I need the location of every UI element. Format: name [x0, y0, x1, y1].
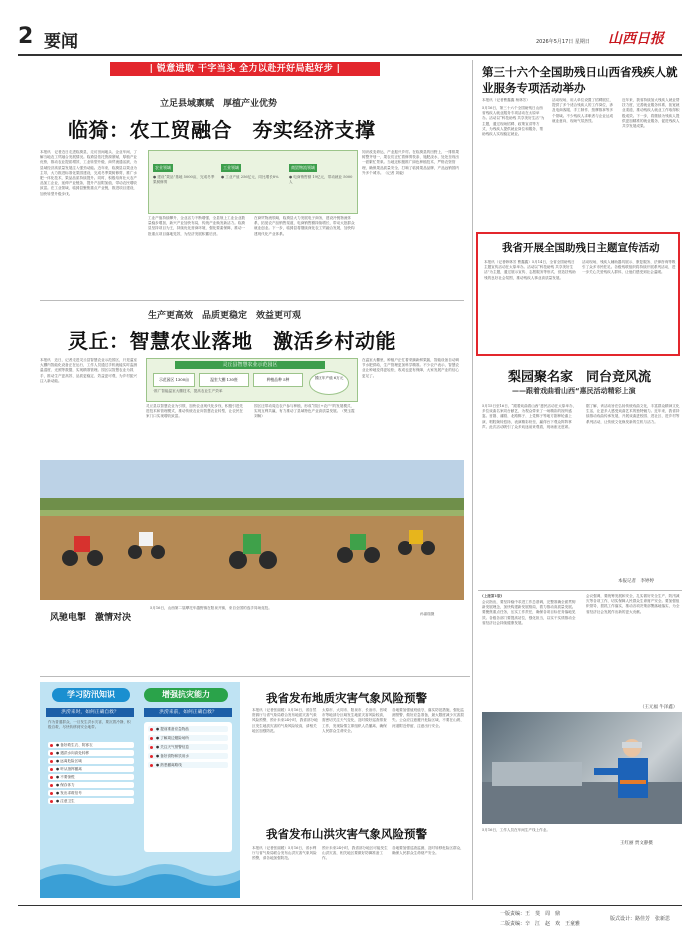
story1-infobox — [148, 150, 358, 214]
highlight-text-col1: 本报讯（记者韩林芳 曹鑫鑫）5月14日，全省全国助残日主题宣传活动在太原举办。活动以“科技助残 共享美好生活”为主题，通过展示宣传、志愿服务等形式，营造扶残助残的良好社会氛围，推动残疾人事业高质量发展。 — [484, 260, 576, 280]
story2-headline: 灵丘：智慧农业落地 激活乡村动能 — [68, 329, 396, 353]
right-top-text-col2: 活动现场，用人单位设置了招聘展位，提供了多个适合残疾人的工作岗位，涉及电商客服、手工制作、按摩推拿等多个领域。不少残疾人求职者与企业达成就业意向，现场气氛热烈。 — [552, 98, 614, 123]
panel-cell-greenhouse: 温室大棚 130座 — [199, 373, 249, 387]
motocross-illustration — [40, 460, 464, 600]
photo-credit: 孙嘉瑞摄 — [420, 612, 435, 616]
story1-subhead: 立足县域禀赋 厚植产业优势 — [160, 99, 278, 109]
info-item-agri: ● 建设“果品”基地 5000亩，完成冬季果树修剪 — [153, 175, 215, 185]
feature-text-col2: 据了解，该活动旨在弘扬传统戏曲文化，丰富群众精神文化生活，让更多人感受戏曲艺术的独特魅力。近年来，我省持续推动戏曲传承发展，开展戏曲进校园、进社区、进乡村等系列活动，让传统文化焕发新的生机与活力。 — [586, 404, 680, 424]
story2-panel — [146, 358, 358, 402]
flood-warning-byline: 本报讯（记者张丽媛） — [252, 846, 288, 850]
highlight-byline: 本报讯（记者韩林芳 曹鑫鑫） — [484, 260, 532, 264]
divider — [40, 676, 470, 677]
flood-warning-text-col1: 本报讯（记者张丽媛）5月16日，省水利厅与省气象局联合发布山洪灾害气象风险预警，请各地加强防范。 — [252, 846, 317, 861]
brief-credit: （王元福 牛泽鑫） — [640, 705, 678, 710]
flood-knowledge-panel — [40, 682, 240, 898]
newspaper-logo: 山西日报 — [608, 31, 664, 47]
right-top-text-col1: 5月16日，第三十六个全国助残日山西省残疾人就业服务专项活动在太原举办。活动以“科技助残 共享美好生活”为主题，通过现场招聘、政策宣讲等方式，为残疾人提供就业岗位和服务，帮助残疾人实现稳定就业。 — [482, 106, 545, 137]
story1-text-col1: 本报讯 记者近日走进临猗县，走访田间地头、企业车间，了解当地农工贸融合发展情况。临猗县依托资源禀赋，厚植产业优势，推动农业提质增效、工业转型升级、商贸流通活跃，为县域经济高质量发展注入强劲动能。近年来，临猗县以果业为主导，大力推进标准化果园建设，完成冬季果树修剪，推广水肥一体化技术，果品品质持续提升。同时，积极培育壮大农产品加工企业，延伸产业链条，提升产品附加值，带动农民增收致富。在工业领域，临猗县聚焦重点产业链，推进项目建设，加快转型升级步伐。 — [40, 150, 138, 196]
panel-footnote: ·推广智能温室大棚技术，提高农业生产效率 — [153, 389, 223, 393]
right-top-byline: 本报讯（记者曹鑫鑫 杨林芳） — [482, 98, 530, 102]
column-rule — [472, 60, 473, 900]
info-title-industry: 工业领域 — [223, 165, 239, 170]
footer-design: 版式设计：路佳芳 张新思 — [610, 916, 671, 922]
brief-text-col2: 会议强调，要统筹发展和安全，扎实做好安全生产、防汛减灾等各项工作，切实保障人民群众生命财产安全。要加强组织领导，狠抓工作落实，推动各项决策部署落地落实，为全省经济社会发展作出新的更大贡献。 — [586, 594, 680, 614]
knowledge-item: ● 遇洪水向高处转移 — [48, 750, 134, 756]
geo-warning-byline: 本报讯（记者张丽媛） — [252, 708, 288, 712]
story1-text-col3: 在商贸物流领域，临猗县大力发展电子商务，建设冷链物流体系，拓宽农产品销售渠道，电商销售额持续增长，带动大批群众就业创业。下一步，临猗县将继续深化农工贸融合发展，加快构建现代化产业体系。 — [254, 216, 355, 236]
feature-headline: 梨园聚名家 同台竞风流 — [508, 370, 652, 385]
section-title: 要闻 — [44, 32, 78, 52]
info-title-agri: 农业领域 — [155, 165, 171, 170]
feature-subtitle: ——跟着戏曲看山西“惠民活动精彩上演 — [512, 387, 636, 395]
worker-illustration — [482, 712, 682, 824]
story2-text-col4: 在温室大棚里，种植户正忙着采摘新鲜果蔬，智能设备自动调节水肥供给，生产管理更加科学精准。不少农户表示，智慧农业让种地变得更轻松，收成也更有保障，大家发展产业的信心更足了。 — [362, 358, 460, 378]
knowledge-item: ● 熟悉撤离路线 — [148, 762, 228, 768]
divider — [40, 300, 464, 301]
panel-cell-area: 示范园区 1300亩 — [153, 373, 195, 387]
geo-warning-text-col1: 本报讯（记者张丽媛）5月16日，省自然资源厅与省气象局联合发布地质灾害气象风险预警，预计未来24小时，我省部分地区发生地质灾害的气象风险较高，请相关地区加强防范。 — [252, 708, 318, 733]
knowledge-item: ● 关注天气预警信息 — [148, 744, 228, 750]
story2-text-col1: 本报讯 近日，记者走进灵丘县智慧农业示范园区，只见温室大棚内智能化设备正在运行，工作人员通过手机就能实时监测温湿度、光照等数据，实现精准管理。园区以智慧农业为抓手，推动生产更高效、品质更稳定、效益更可观，为乡村振兴注入新动能。 — [40, 358, 138, 383]
panel-note: 园区年产值 6万元 — [309, 371, 349, 395]
wave-decoration — [40, 850, 240, 898]
issue-date: 2026年5月17日 星期日 — [536, 39, 590, 45]
worker-photo-caption: 5月16日，工作人员在车间生产线上作业。 — [482, 828, 550, 832]
highlight-headline: 我省开展全国助残日主题宣传活动 — [502, 242, 660, 254]
page-number: 2 — [18, 24, 34, 49]
flood-warning-text-col3: 各地要加强巡查监测，及时转移危险区群众，确保人民群众生命财产安全。 — [392, 846, 464, 856]
campaign-banner: | 锐意进取 干字当头 全力以赴开好局起好步 | — [110, 62, 380, 76]
knowledge-item: ● 听从指挥撤离 — [48, 766, 134, 772]
feature-credit: 本报记者 李婷婷 — [618, 579, 654, 584]
motocross-photo — [40, 460, 464, 600]
knowledge-item: ● 保存体力 — [48, 782, 134, 788]
knowledge-question-left: 洪涝来时，如何正确自救？ — [46, 708, 134, 717]
info-item-industry: ● 工业产值 256亿元，同比增长8% — [221, 175, 279, 179]
knowledge-item: ● 注意卫生 — [48, 798, 134, 804]
highlight-text-col2: 活动现场，残疾人辅助器具展示、康复服务、法律咨询等吸引了众多市民驻足。各级残联组织将持续开展系列活动，进一步关心关爱残疾人群体，让他们感受到社会温暖。 — [582, 260, 676, 275]
knowledge-item: ● 备好救生衣、防寒衣 — [48, 742, 134, 748]
knowledge-item: ● 发出求救信号 — [48, 790, 134, 796]
footer-editor1: 一版责编：王 斐 周 鼎 — [500, 911, 561, 917]
worker-photo-credit: 王红丽 贾文静摄 — [620, 841, 653, 846]
geo-warning-headline: 我省发布地质灾害气象风险预警 — [266, 691, 427, 705]
geo-warning-text-col2: 太原市、大同市、阳泉市、长治市、晋城市等地部分区域发生地质灾害风险较高，需密切关注天气变化，及时做好巡查排查工作，发现险情立即组织人员撤离，确保人民群众生命安全。 — [322, 708, 387, 733]
knowledge-title-left: 学习防汛知识 — [52, 688, 130, 702]
knowledge-question-right: 洪涝来前，如何正确自救？ — [144, 708, 232, 717]
footer-editor2: 二版责编：辛 江 赵 欢 王童雅 — [500, 921, 581, 927]
knowledge-intro: 作为普通群众，一旦发生洪水灾害，要沉着冷静，积极自救，尽快转移到安全地带。 — [48, 720, 131, 730]
panel-cell-varieties: 种植品种 5种 — [253, 373, 303, 387]
divider — [478, 590, 682, 591]
right-top-text-col3: 近年来，我省持续加大残疾人就业帮扶力度，完善就业服务体系，拓宽就业渠道，推动残疾人就业工作取得积极成效。下一步，将继续为残疾人提供更加精准的就业服务，促进残疾人共享发展成果。 — [622, 98, 680, 129]
photo-title: 风驰电掣 激情对决 — [50, 613, 132, 623]
brief-heading: (上接第1版) — [482, 594, 503, 598]
right-top-headline: 第三十六个全国助残日山西省残疾人就业服务专项活动举办 — [482, 65, 678, 95]
knowledge-item: ● 不要惊慌 — [48, 774, 134, 780]
worker-photo — [482, 712, 682, 824]
knowledge-item: ● 备好食物和饮用水 — [148, 753, 228, 759]
footer-rule — [18, 905, 682, 906]
geo-warning-text-col3: 各地要加强值班值守，落实防范措施，强化监测预警，做好应急准备，最大限度减少灾害损失。公众应注意避开危险区域，不要在山坡、河道附近停留，注意出行安全。 — [392, 708, 464, 728]
info-title-trade: 商贸物流领域 — [291, 165, 315, 170]
story2-subhead: 生产更高效 品质更稳定 效益更可观 — [148, 311, 302, 321]
highlighted-article — [476, 232, 680, 356]
story1-headline: 临猗：农工贸融合 夯实经济支撑 — [68, 118, 376, 142]
feature-text-col1: 5月15日至16日，“跟着戏曲看山西”惠民活动在太原举办，多位戏曲名家同台献艺，为观众带来了一场精彩的视听盛宴。晋剧、蒲剧、北路梆子、上党梆子等地方剧种轮番上演，唱腔婉转悠扬，表演精彩纷呈，赢得台下观众阵阵掌声。此次活动吸引了众多戏迷前来观看，现场座无虚席。 — [482, 404, 577, 429]
knowledge-item: ● 远离危险区域 — [48, 758, 134, 764]
knowledge-item: ● 提前准备应急物品 — [148, 726, 228, 732]
story1-text-col2: 工业产值持续攀升，企业活力不断增强，全县规上工业企业数量稳步增加，新兴产业加快布局，传统产业焕发新活力。临猗县坚持项目为王，持续优化营商环境，强化要素保障，推动一批重点项目落地见效，为经济发展积蓄后劲。 — [148, 216, 246, 236]
story2-text-col2: 灵丘县以智慧农业为引领，加快农业现代化步伐，积极引进先进技术和管理模式，推动传统农业向智慧农业转型，让农民在家门口实现增收致富。 — [146, 404, 244, 419]
masthead-rule — [18, 54, 682, 56]
knowledge-box-right — [144, 722, 232, 852]
brief-text-col1: 会议指出，要坚持稳中求进工作总基调，完整准确全面贯彻新发展理念，加快构建新发展格局，着力推动高质量发展。要聚焦重点任务，压实工作责任，确保各项目标任务落地见效。各级各部门要提高站位，强化担当，以实干实绩推动全省经济社会持续健康发展。 — [482, 600, 576, 625]
flood-warning-headline: 我省发布山洪灾害气象风险预警 — [266, 827, 427, 841]
panel-title: 灵丘县智慧农业示范园区 — [175, 361, 325, 369]
story1-text-col4: 知识改变命运，产业振兴乡村。在临猗县的田野上，一排排果树整齐划一，果农们正忙着修剪枝条、施肥浇水，处处呈现出一派繁忙景象。当地还积极推广绿色种植技术，严格农资管理，确保果品质量安全，打响了临猗果品品牌，产品远销国内外多个城市。（记者 刘毅） — [362, 150, 460, 175]
knowledge-list-left — [48, 742, 134, 806]
knowledge-title-right: 增强抗灾能力 — [144, 688, 228, 702]
flood-warning-text-col2: 预计未来24小时，我省部分地区可能发生山洪灾害，相关地区要做好防御准备工作。 — [322, 846, 388, 861]
photo-caption: 5月16日，山西第二届摩托车越野赛在阳泉开赛，来自全国的选手同场竞技。 — [150, 606, 272, 610]
info-item-trade: ● 电商销售额 19亿元，带动就业 5000人 — [289, 175, 353, 185]
knowledge-item: ● 了解周边避险场所 — [148, 735, 228, 741]
story2-text-col3: 园区还带动周边农户参与种植，形成“园区+农户”的发展模式，实现互利共赢，有力推动了县域特色产业高质量发展。（樊玉霞 刘畅） — [254, 404, 355, 419]
